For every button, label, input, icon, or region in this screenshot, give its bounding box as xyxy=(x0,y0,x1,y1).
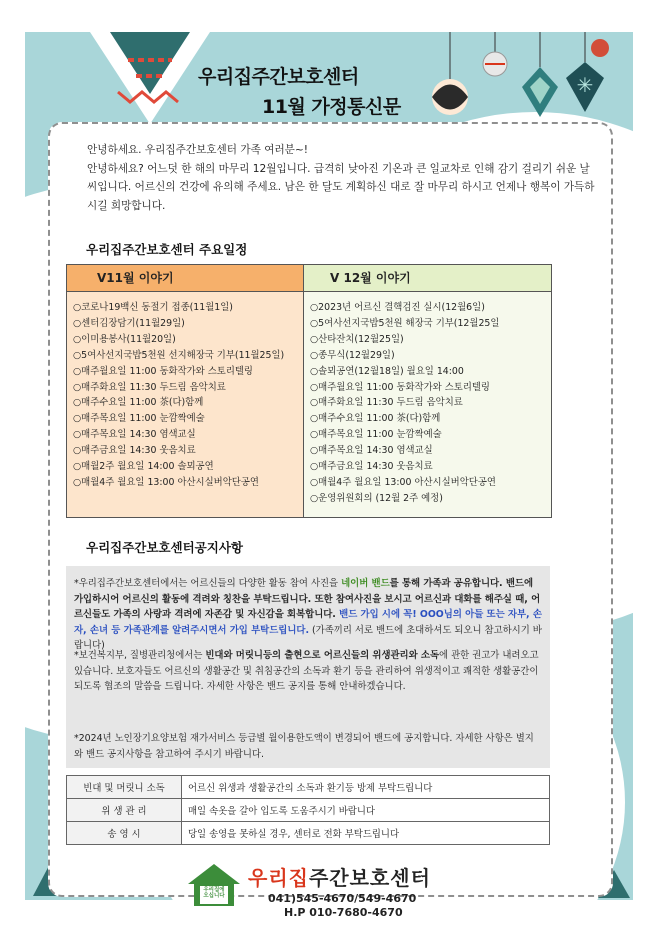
schedule-table xyxy=(66,264,552,518)
schedule-item: ○매주목요일 14:30 염색교실 xyxy=(310,445,433,457)
schedule-item: ○매주목요일 11:00 눈깜짝예술 xyxy=(73,413,205,425)
schedule-item: ○매주월요일 11:00 동화작가와 스토리텔링 xyxy=(73,365,253,377)
band-join-highlight: 밴드 가입 시에 꼭! OOO님의 아들 또는 자부, 손자, 손녀 등 가족관계를 알려주시면서 가입 부탁드립니다. xyxy=(74,609,542,636)
schedule-column-november xyxy=(67,265,304,517)
info-row xyxy=(67,822,550,845)
schedule-item: ○5여사선지국밥5천원 해장국 기부(12월25일 xyxy=(310,317,500,329)
notice-text: (가족끼리 서로 밴드에 초대하셔도 되오니 참고하시기 바랍니다) xyxy=(74,624,542,652)
schedule-item: ○매주수요일 11:00 茶(다)함께 xyxy=(73,397,204,409)
notice-paragraph-hygiene xyxy=(74,648,542,695)
schedule-item: ○종무식(12월29일) xyxy=(310,349,395,361)
schedule-heading-november: Ⅴ11월 이야기 xyxy=(67,265,303,292)
schedule-heading-december: Ⅴ 12월 이야기 xyxy=(304,265,551,292)
schedule-list-november xyxy=(67,292,303,491)
info-row xyxy=(67,776,550,799)
intro-text xyxy=(87,141,597,215)
schedule-item: ○매주금요일 14:30 웃음치료 xyxy=(73,445,196,457)
schedule-list-december xyxy=(304,292,551,507)
house-logo-icon xyxy=(186,862,242,908)
info-row-value: 매일 속옷을 갈아 입도록 도움주시기 바랍니다 xyxy=(182,799,550,822)
schedule-item: ○솔뫼공연(12월18일) 월요일 14:00 xyxy=(310,365,464,377)
schedule-item: ○매주화요일 11:30 두드림 음악치료 xyxy=(310,397,463,409)
schedule-item: ○산타잔치(12월25일) xyxy=(310,333,404,345)
info-row-key: 빈대 및 머릿니 소독 xyxy=(67,776,182,799)
schedule-item: ○매월4주 월요일 13:00 아산시실버악단공연 xyxy=(73,476,259,488)
naver-band-highlight: 네이버 밴드 xyxy=(341,578,390,589)
intro-greeting: 안녕하세요. 우리집주간보호센터 가족 여러분~! xyxy=(87,144,309,156)
notice-paragraph-band xyxy=(74,576,542,654)
info-row xyxy=(67,799,550,822)
hygiene-highlight: 빈대와 머릿니등의 출현으로 어르신들의 위생관리와 소독 xyxy=(205,650,440,661)
info-row-value: 어르신 위생과 생활공간의 소독과 환기등 방제 부탁드립니다 xyxy=(182,776,550,799)
ornaments-decoration-icon xyxy=(420,32,610,127)
center-name-red: 우리집 xyxy=(248,866,309,890)
newsletter-title: 우리집주간보호센터 xyxy=(198,66,359,88)
intro-body: 안녕하세요? 어느덧 한 해의 마무리 12월입니다. 급격히 낮아진 기온과 큰 일교차로 인해 감기 걸리기 쉬운 날씨입니다. 어르신의 건강에 유의해 주세요. 남은 한 달도 계획하신 대로 잘 마무리 하시고 언제나 행복이 가득하시길 희망합니다. xyxy=(87,162,595,212)
notice-paragraph-insurance: *2024년 노인장기요양보험 재가서비스 등급별 월이용한도액이 변경되어 밴드에 공지합니다. 자세한 사항은 별지와 밴드 공지사항을 참고하여 주시기 바랍니다. xyxy=(74,733,534,760)
schedule-item: ○매주목요일 11:00 눈깜짝예술 xyxy=(310,429,442,441)
schedule-item: ○매주목요일 14:30 염색교실 xyxy=(73,429,196,441)
logo-text: 우리집에 오십니다 xyxy=(203,887,225,899)
schedule-item: ○매월2주 월요일 14:00 솔뫼공연 xyxy=(73,461,214,473)
notice-section-title: 우리집주간보호센터공지사항 xyxy=(86,540,243,555)
schedule-section-title: 우리집주간보호센터 주요일정 xyxy=(86,242,248,257)
schedule-item: ○센터김장담기(11월29일) xyxy=(73,317,185,329)
center-name-rest: 주간보호센터 xyxy=(308,866,431,890)
info-row-value: 당일 송영을 못하실 경우, 센터로 전화 부탁드립니다 xyxy=(182,822,550,845)
schedule-item: ○매주금요일 14:30 웃음치료 xyxy=(310,461,433,473)
svg-text:✳: ✳ xyxy=(576,73,594,97)
schedule-item: ○운영위원회의 (12월 2주 예정) xyxy=(310,492,443,504)
info-table xyxy=(66,775,550,845)
newsletter-subtitle: 11월 가정통신문 xyxy=(262,96,401,118)
phone-number: 041)545-4670/549-4670 xyxy=(268,892,417,905)
schedule-item: ○2023년 어르신 결핵검진 실시(12월6일) xyxy=(310,302,485,313)
schedule-item: ○매주수요일 11:00 茶(다)함께 xyxy=(310,413,441,425)
center-name xyxy=(248,862,431,891)
info-row-key: 위 생 관 리 xyxy=(67,799,182,822)
notice-text: *우리집주간보호센터에서는 어르신들의 다양한 활동 참여 사진을 xyxy=(74,578,342,589)
schedule-column-december xyxy=(304,265,551,517)
schedule-item: ○이미용봉사(11월20일) xyxy=(73,333,176,345)
notice-text: 를 통해 가족과 공유합니다. 밴드에 가입하시어 어르신의 활동에 격려와 칭찬을 부탁드립니다. 또한 참여사진을 보시고 어르신과 대화를 해주실 때, 어르신들도 가족의 사랑과 격려에 자존감 및 자신감을 회복합니다. xyxy=(74,578,541,621)
notice-box xyxy=(66,566,550,768)
mobile-number: H.P 010-7680-4670 xyxy=(284,906,403,919)
schedule-item: ○5여사선지국밥5천원 선지해장국 기부(11월25일) xyxy=(73,349,285,361)
schedule-item: ○매주화요일 11:30 두드림 음악치료 xyxy=(73,381,226,393)
notice-text: 에 관한 권고가 내려오고 있습니다. 보호자들도 어르신의 생활공간 및 취침공간의 소독과 환기 등을 관리하여 위생적이고 쾌적한 생활공간이 되도록 협조의 말씀을 드립니다. 자세한 사항은 밴드 공지를 통해 안내하겠습니다. xyxy=(74,650,539,693)
schedule-item: ○코로나19백신 동절기 접종(11월1일) xyxy=(73,302,233,313)
info-row-key: 송 영 시 xyxy=(67,822,182,845)
schedule-item: ○매주월요일 11:00 동화작가와 스토리텔링 xyxy=(310,381,490,393)
notice-text: *보건복지부, 질병관리청에서는 xyxy=(74,650,206,661)
schedule-item: ○매월4주 월요일 13:00 아산시실버악단공연 xyxy=(310,476,496,488)
